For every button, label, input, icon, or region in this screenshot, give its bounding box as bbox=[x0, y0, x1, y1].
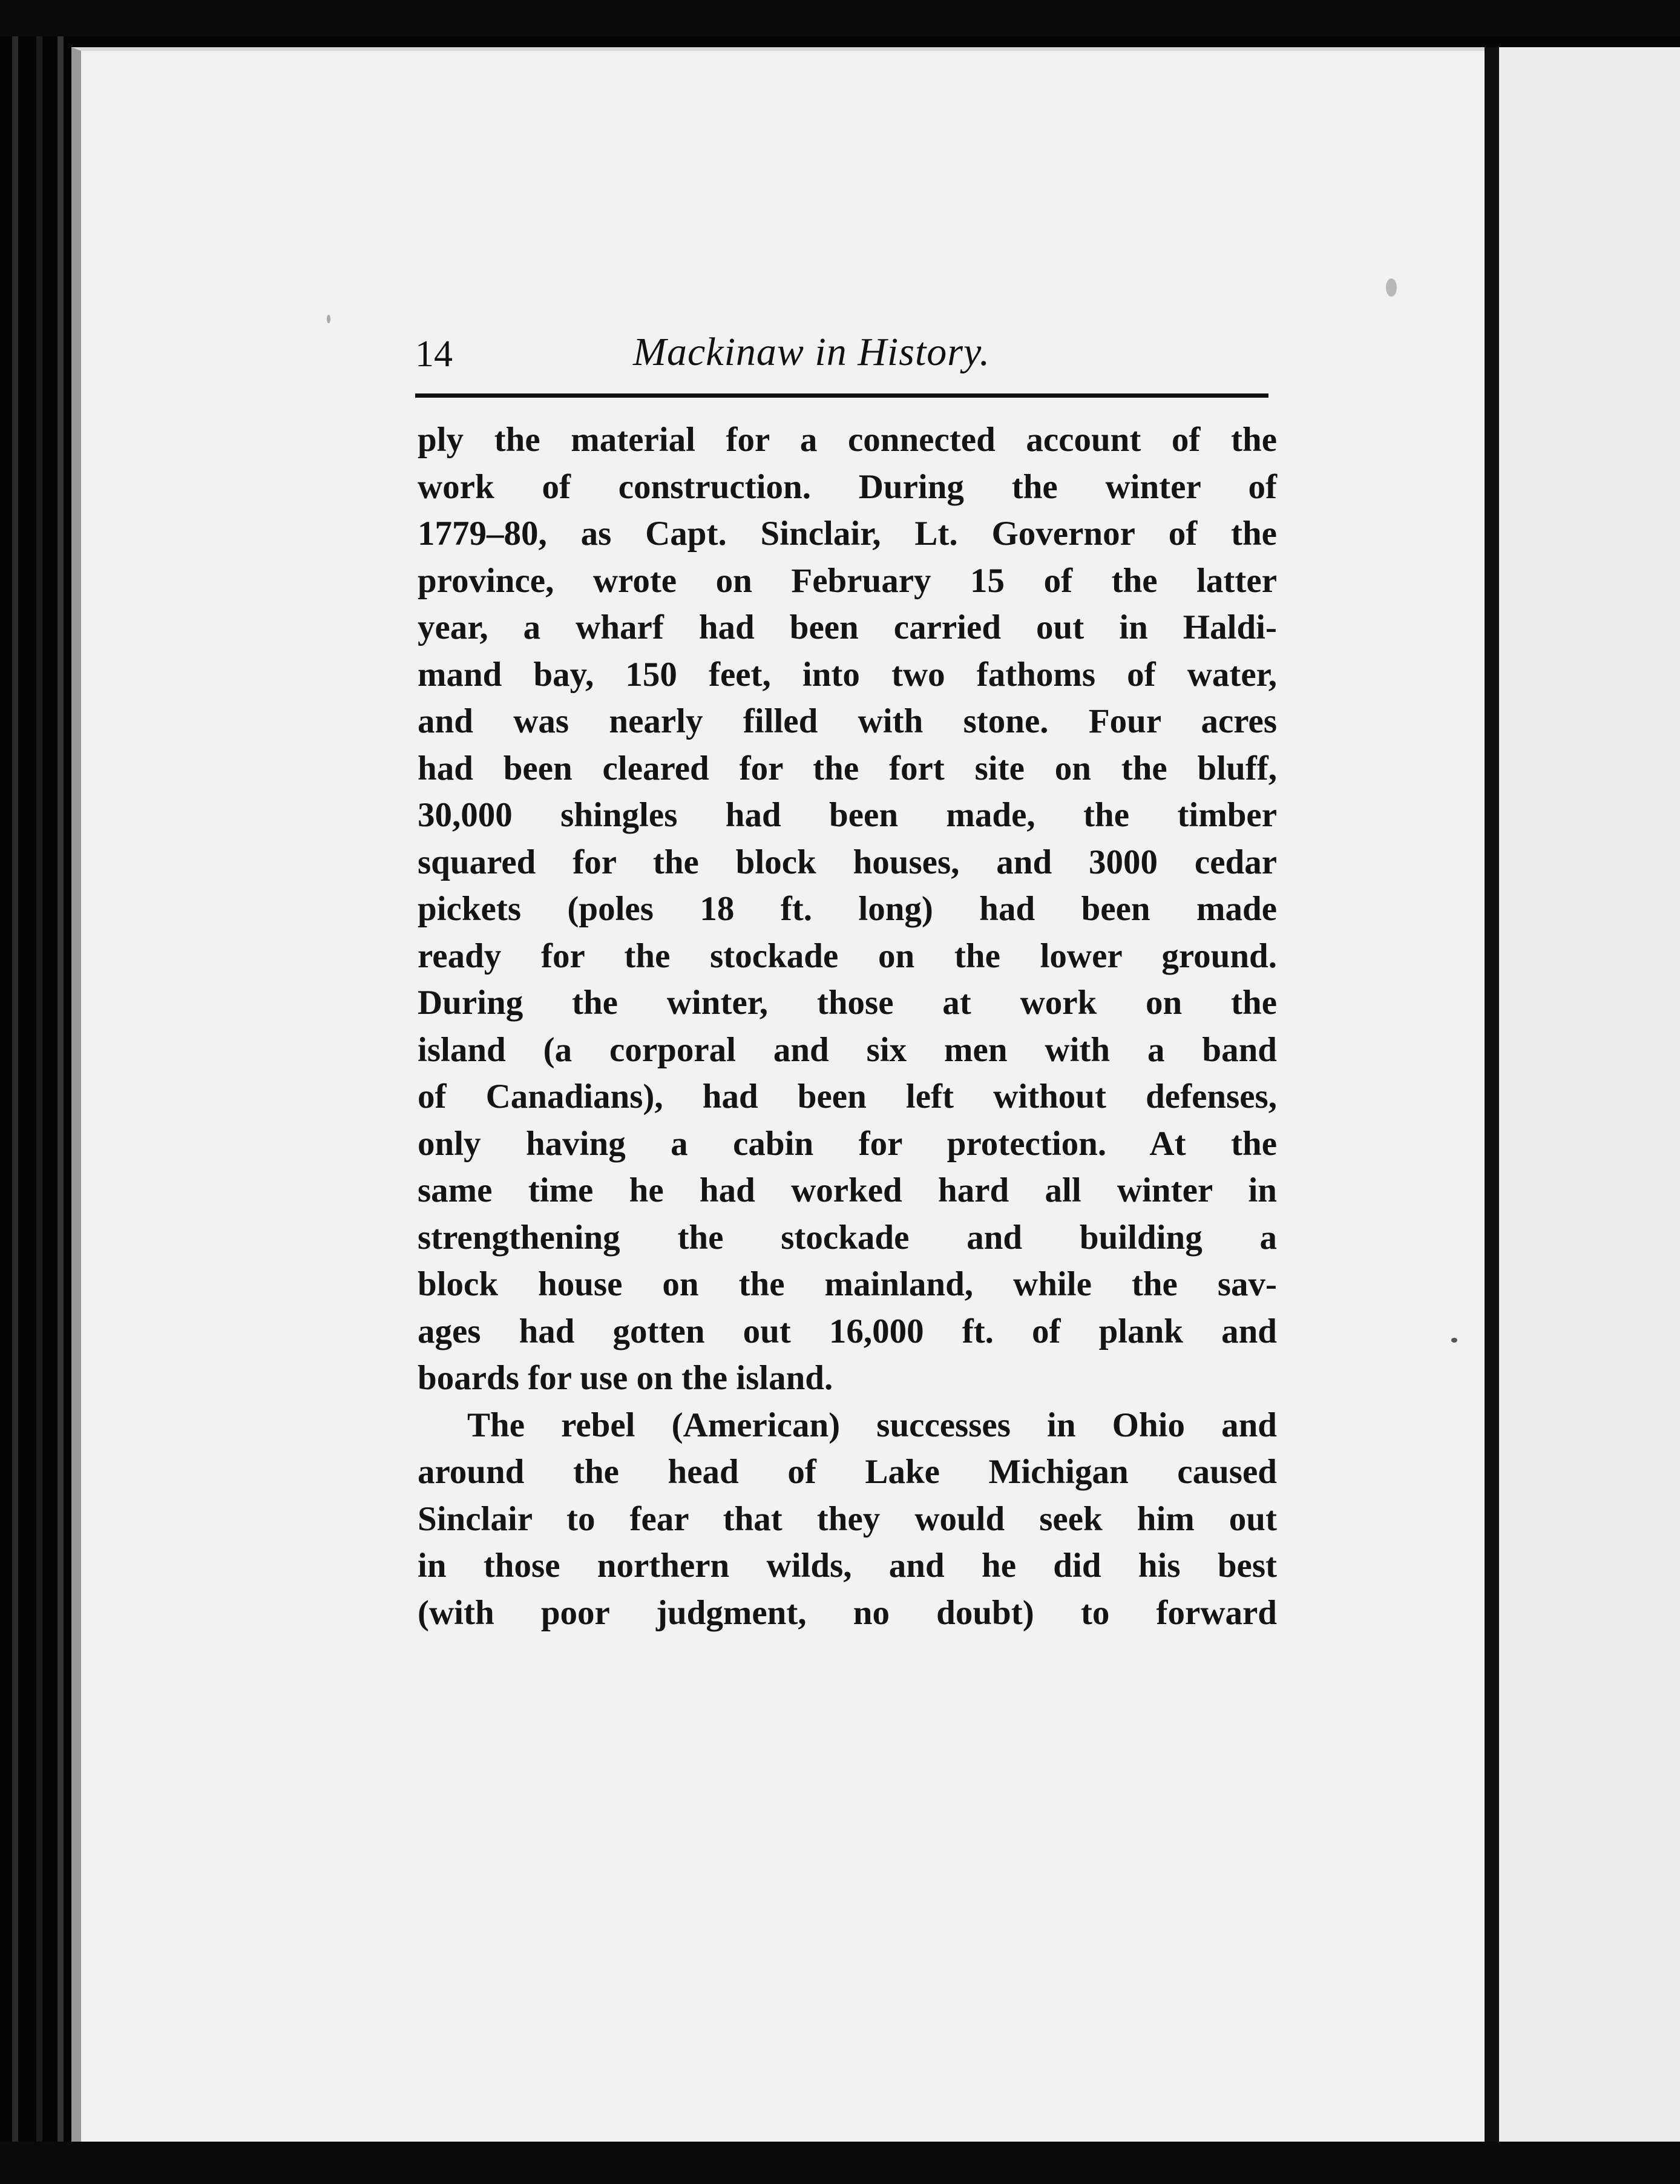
paragraph bbox=[418, 1402, 1277, 1637]
text-line: pickets (poles 18 ft. long) had been made bbox=[418, 890, 1277, 928]
text-line: had been cleared for the fort site on the bluff, bbox=[418, 749, 1277, 788]
text-line: Sinclair to fear that they would seek him out bbox=[418, 1499, 1277, 1538]
header-rule bbox=[415, 393, 1268, 398]
text-line: around the head of Lake Michigan caused bbox=[418, 1453, 1277, 1491]
body-text bbox=[418, 416, 1277, 1636]
page-gutter bbox=[1485, 47, 1499, 2142]
page-number: 14 bbox=[415, 334, 453, 375]
text-line: only having a cabin for protection. At the bbox=[418, 1124, 1277, 1163]
scan-top-border bbox=[0, 0, 1680, 36]
text-line: boards for use on the island. bbox=[418, 1359, 833, 1397]
text-line: province, wrote on February 15 of the latter bbox=[418, 561, 1277, 600]
binding-edge bbox=[36, 36, 42, 2167]
text-line: strengthening the stockade and building a bbox=[418, 1218, 1277, 1257]
text-line: year, a wharf had been carried out in Haldi- bbox=[418, 608, 1277, 646]
text-line: mand bay, 150 feet, into two fathoms of water, bbox=[418, 655, 1277, 694]
text-line: The rebel (American) successes in Ohio and bbox=[467, 1406, 1277, 1444]
text-line: ages had gotten out 16,000 ft. of plank and bbox=[418, 1312, 1277, 1350]
paragraph bbox=[418, 416, 1277, 1402]
text-line: (with poor judgment, no doubt) to forward bbox=[418, 1593, 1277, 1632]
text-line: During the winter, those at work on the bbox=[418, 984, 1277, 1022]
scan-bottom-border bbox=[0, 2142, 1680, 2184]
text-line: and was nearly filled with stone. Four acres bbox=[418, 702, 1277, 740]
text-line: same time he had worked hard all winter in bbox=[418, 1171, 1277, 1209]
text-line: ready for the stockade on the lower ground. bbox=[418, 936, 1277, 975]
text-line: 30,000 shingles had been made, the timber bbox=[418, 796, 1277, 834]
text-line: ply the material for a connected account of the bbox=[418, 421, 1277, 459]
text-line: 1779–80, as Capt. Sinclair, Lt. Governor of the bbox=[418, 515, 1277, 553]
binding-edge bbox=[57, 36, 64, 2167]
text-line: of Canadians), had been left without defenses, bbox=[418, 1077, 1277, 1116]
running-header bbox=[415, 327, 1272, 381]
text-line: block house on the mainland, while the sav- bbox=[418, 1265, 1277, 1303]
scan-speck bbox=[1451, 1338, 1457, 1343]
scan-speck bbox=[327, 315, 330, 323]
scan-speck bbox=[1386, 278, 1397, 297]
text-line: island (a corporal and six men with a band bbox=[418, 1030, 1277, 1069]
text-line: squared for the block houses, and 3000 cedar bbox=[418, 843, 1277, 881]
text-line: in those northern wilds, and he did his best bbox=[418, 1547, 1277, 1585]
running-title: Mackinaw in History. bbox=[633, 330, 991, 374]
text-line: work of construction. During the winter of bbox=[418, 467, 1277, 506]
binding-edge bbox=[12, 36, 18, 2167]
adjacent-page-edge bbox=[1499, 47, 1680, 2142]
